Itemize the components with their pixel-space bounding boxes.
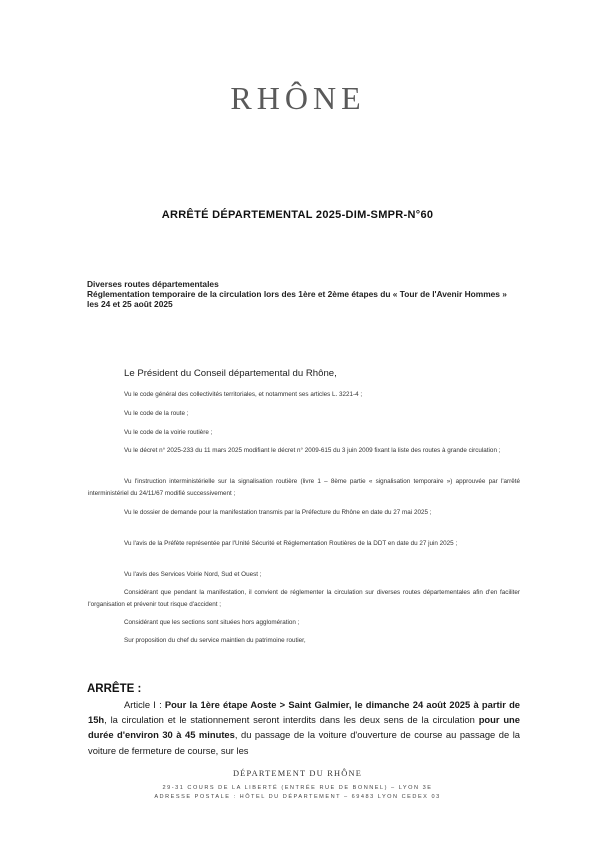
visa-avis-prefete: Vu l'avis de la Préfète représentée par l'Unité Sécurité et Réglementation Routières de la DDT en date du 27 juin 2025 ; [124,540,458,547]
article-1-label: Article I : [124,699,165,710]
visa-cgct: Vu le code général des collectivités territoriales, et notamment ses articles L. 3221-4 ; [124,391,363,398]
considerant-hors-agglomeration: Considérant que les sections sont situées hors agglomération ; [124,619,300,626]
salutation: Le Président du Conseil départemental du Rhône, [124,368,337,379]
footer-department: DÉPARTEMENT DU RHÔNE [232,769,363,778]
sur-proposition: Sur proposition du chef du service maintien du patrimoine routier, [124,637,306,644]
logo-wordmark: RHÔNE [230,80,366,116]
visa-instruction: Vu l'instruction interministérielle sur la signalisation routière (livre 1 – 8ème partie « signalisation temporaire ») approuvée par l'arrêté interministériel du 24/11/67 modifié successivement ; [88,478,520,497]
arrete-heading: ARRÊTE : [87,683,142,695]
visa-avis-services: Vu l'avis des Services Voirie Nord, Sud et Ouest ; [124,571,262,578]
article-1-bold-2: pour une durée d'environ 30 à 45 minutes [88,714,520,741]
footer-postal-address: ADRESSE POSTALE : HÔTEL DU DÉPARTEMENT – 69483 LYON CEDEX 03 [154,794,441,800]
visa-dossier: Vu le dossier de demande pour la manifestation transmis par la Préfecture du Rhône en date du 27 mai 2025 ; [124,509,432,516]
subject-line-1: Diverses routes départementales [87,279,219,289]
visa-code-voirie: Vu le code de la voirie routière ; [124,429,213,436]
visa-decret: Vu le décret n° 2025-233 du 11 mars 2025 modifiant le décret n° 2009-615 du 3 juin 2009 fixant la liste des routes à grande circulation ; [124,447,501,454]
considerant-reglementer: Considérant que pendant la manifestation, il convient de réglementer la circulation sur diverses routes départementales afin d'en faciliter l'organisation et prévenir tout risque d'accident ; [88,589,520,608]
article-1-bold-1: Pour la 1ère étape Aoste > Saint Galmier, le dimanche 24 août 2025 à partir de 15h [88,699,521,726]
visa-code-route: Vu le code de la route ; [124,410,189,417]
article-1-text-1: , la circulation et le stationnement seront interdits dans les deux sens de la circulation [104,714,479,726]
article-1-text-2: , du passage de la voiture d'ouverture de course au passage de la voiture de fermeture de course, sur les [88,729,520,756]
footer-address: 29-31 COURS DE LA LIBERTÉ (ENTRÉE RUE DE BONNEL) – LYON 3E [162,785,433,791]
subject-line-2: Réglementation temporaire de la circulation lors des 1ère et 2ème étapes du « Tour de l'Avenir Hommes » les 24 et 25 août 2025 [87,289,507,309]
subject-block [87,279,517,309]
document-title: ARRÊTÉ DÉPARTEMENTAL 2025-DIM-SMPR-N°60 [161,209,434,221]
article-1 [88,697,520,758]
rhone-logo [198,68,398,132]
